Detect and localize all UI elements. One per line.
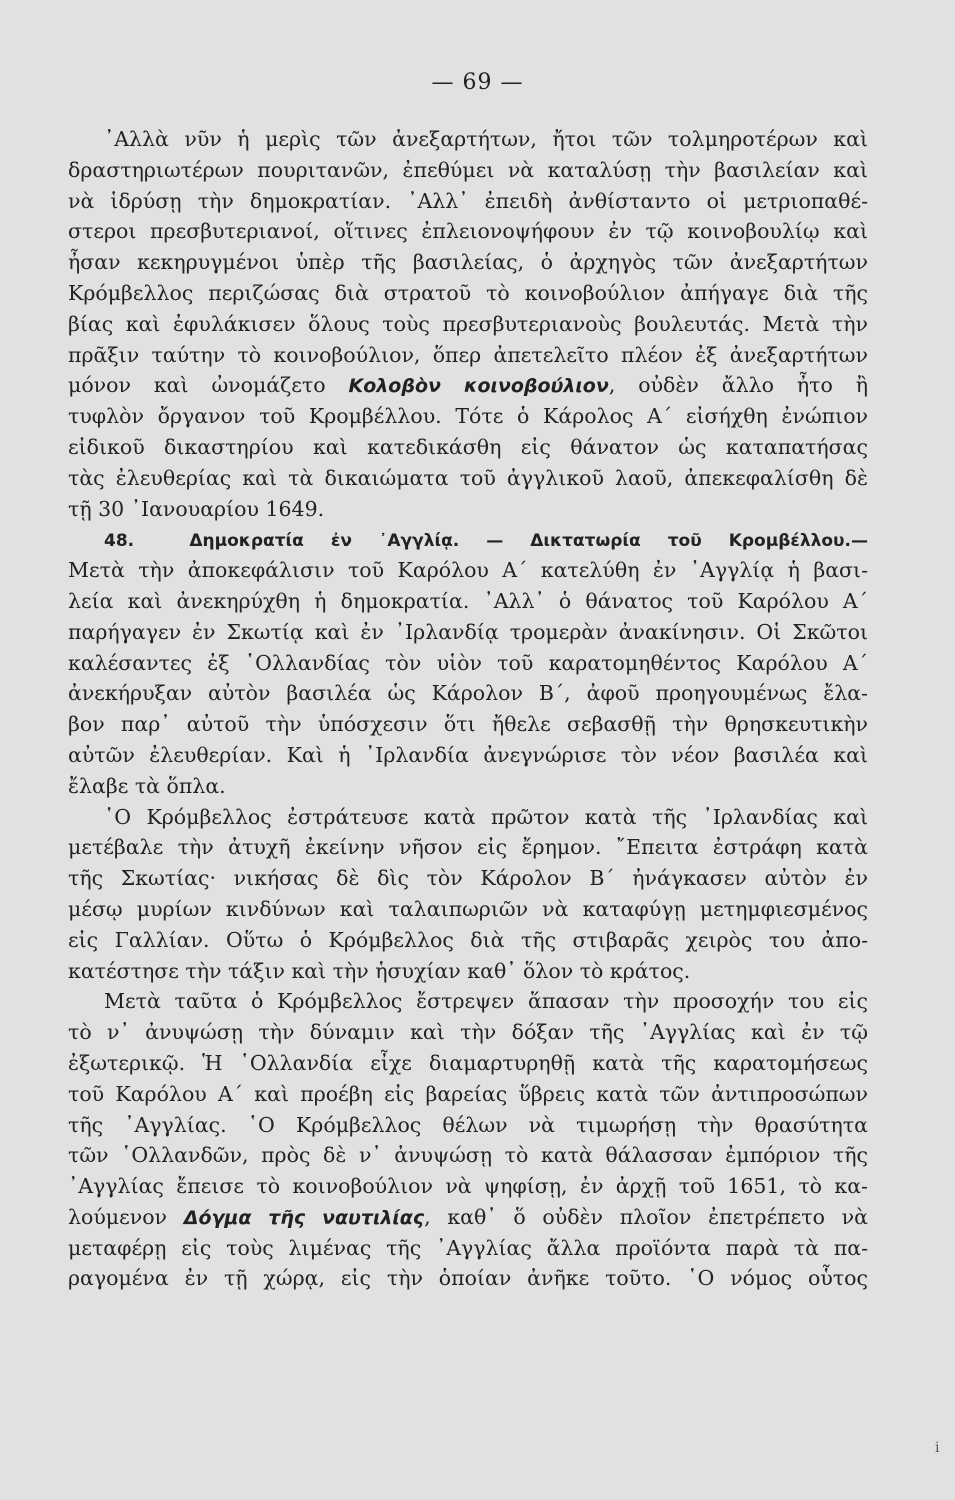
text-line: βίας καὶ ἐφυλάκισεν ὅλους τοὺς πρεσβυτεριανοὺς βουλευτάς. Μετὰ τὴν bbox=[68, 311, 868, 336]
emphasized-term: Δόγμα τῆς ναυτιλίας bbox=[183, 1206, 425, 1229]
margin-mark: i bbox=[935, 1440, 940, 1456]
text-line: ἔλαβε τὰ ὅπλα. bbox=[68, 773, 226, 798]
text-line: Μετὰ ταῦτα ὁ Κρόμβελλος ἔστρεψεν ἅπασαν τὴν προσοχήν του εἰς bbox=[104, 989, 868, 1014]
text-segment: λούμενον bbox=[68, 1204, 168, 1229]
body-text bbox=[68, 124, 868, 1294]
text-line: δραστηριωτέρων πουριτανῶν, ἐπεθύμει νὰ καταλύσῃ τὴν βασιλείαν καὶ bbox=[68, 157, 868, 182]
section-title: Δημοκρατία ἐν ᾿Αγγλίᾳ. — Δικτατωρία τοῦ Κρομβέλλου.— bbox=[189, 531, 868, 552]
text-line: ἐξωτερικῷ. Ἡ ῾Ολλανδία εἶχε διαμαρτυρηθῇ κατὰ τῆς καρατομήσεως bbox=[68, 1050, 868, 1075]
text-line: νὰ ἱδρύσῃ τὴν δημοκρατίαν. ᾿Αλλ᾿ ἐπειδὴ ἀνθίσταντο οἱ μετριοπαθέ- bbox=[68, 188, 868, 213]
text-line: ἦσαν κεκηρυγμένοι ὑπὲρ τῆς βασιλείας, ὁ ἀρχηγὸς τῶν ἀνεξαρτήτων bbox=[68, 250, 868, 275]
text-line: τὰς ἐλευθερίας καὶ τὰ δικαιώματα τοῦ ἀγγλικοῦ λαοῦ, ἀπεκεφαλίσθη δὲ bbox=[68, 465, 868, 490]
section-number: 48. bbox=[104, 531, 135, 552]
text-line: εἰς Γαλλίαν. Οὕτω ὁ Κρόμβελλος διὰ τῆς στιβαρᾶς χειρὸς του ἀπο- bbox=[68, 927, 868, 952]
text-line: Μετὰ τὴν ἀποκεφάλισιν τοῦ Καρόλου Α΄ κατελύθη ἐν ᾿Αγγλίᾳ ἡ βασι- bbox=[68, 558, 868, 583]
text-line: κατέστησε τὴν τάξιν καὶ τὴν ἡσυχίαν καθ᾿ ὅλον τὸ κράτος. bbox=[68, 958, 691, 983]
text-line: μετέβαλε τὴν ἀτυχῆ ἐκείνην νῆσον εἰς ἔρημον. ῎Επειτα ἐστράφη κατὰ bbox=[68, 835, 868, 860]
text-line: στεροι πρεσβυτεριανοί, οἵτινες ἐπλειονοψήφουν ἐν τῷ κοινοβουλίῳ καὶ bbox=[68, 219, 868, 244]
section-heading bbox=[68, 524, 868, 555]
text-line bbox=[68, 370, 868, 401]
text-line: τυφλὸν ὄργανον τοῦ Κρομβέλλου. Τότε ὁ Κάρολος Α΄ εἰσήχθη ἐνώπιον bbox=[68, 404, 868, 429]
text-line: τῆς ᾿Αγγλίας. ῾Ο Κρόμβελλος θέλων νὰ τιμωρήσῃ τὴν θρασύτητα bbox=[68, 1112, 868, 1137]
text-line: τῆς Σκωτίας· νικήσας δὲ δὶς τὸν Κάρολον Β΄ ἠνάγκασεν αὐτὸν ἐν bbox=[68, 866, 868, 891]
text-line: ῾Ο Κρόμβελλος ἐστράτευσε κατὰ πρῶτον κατὰ τῆς ᾿Ιρλανδίας καὶ bbox=[104, 804, 868, 829]
text-line: ἀνεκήρυξαν αὐτὸν βασιλέα ὡς Κάρολον Β΄, ἀφοῦ προηγουμένως ἔλα- bbox=[68, 681, 868, 706]
text-line bbox=[68, 1202, 868, 1233]
text-line: πρᾶξιν ταύτην τὸ κοινοβούλιον, ὅπερ ἀπετελεῖτο πλέον ἐξ ἀνεξαρτήτων bbox=[68, 342, 868, 367]
text-line: τοῦ Καρόλου Α΄ καὶ προέβη εἰς βαρείας ὕβρεις κατὰ τῶν ἀντιπροσώπων bbox=[68, 1081, 868, 1106]
text-line: λεία καὶ ἀνεκηρύχθη ἡ δημοκρατία. ᾿Αλλ᾿ ὁ θάνατος τοῦ Καρόλου Α΄ bbox=[68, 588, 868, 613]
text-line: εἰδικοῦ δικαστηρίου καὶ κατεδικάσθη εἰς θάνατον ὡς καταπατήσας bbox=[68, 434, 868, 459]
emphasized-term: Κολοβὸν κοινοβούλιον bbox=[348, 375, 609, 398]
text-line: μέσῳ μυρίων κινδύνων καὶ ταλαιπωριῶν νὰ καταφύγῃ μετημφιεσμένος bbox=[68, 896, 868, 921]
text-segment: , οὐδὲν ἄλλο ἦτο ἢ bbox=[608, 373, 868, 398]
text-line: παρήγαγεν ἐν Σκωτίᾳ καὶ ἐν ᾿Ιρλανδίᾳ τρομερὰν ἀνακίνησιν. Οἱ Σκῶτοι bbox=[68, 619, 868, 644]
text-line: ᾿Αγγλίας ἔπεισε τὸ κοινοβούλιον νὰ ψηφίσῃ, ἐν ἀρχῇ τοῦ 1651, τὸ κα- bbox=[68, 1174, 868, 1199]
text-line: αὐτῶν ἐλευθερίαν. Καὶ ἡ ᾿Ιρλανδία ἀνεγνώρισε τὸν νέον βασιλέα καὶ bbox=[68, 742, 868, 767]
text-line: τὸ ν᾿ ἀνυψώσῃ τὴν δύναμιν καὶ τὴν δόξαν τῆς ᾿Αγγλίας καὶ ἐν τῷ bbox=[68, 1020, 868, 1045]
page-number: — 69 — bbox=[431, 70, 524, 95]
text-segment: , καθ᾿ ὅ οὐδὲν πλοῖον ἐπετρέπετο νὰ bbox=[424, 1204, 868, 1229]
text-line: βον παρ᾿ αὐτοῦ τὴν ὑπόσχεσιν ὅτι ἤθελε σεβασθῇ τὴν θρησκευτικὴν bbox=[68, 712, 868, 737]
text-line: καλέσαντες ἐξ ῾Ολλανδίας τὸν υἱὸν τοῦ καρατομηθέντος Καρόλου Α΄ bbox=[68, 650, 868, 675]
text-line: μεταφέρῃ εἰς τοὺς λιμένας τῆς ᾿Αγγλίας ἄλλα προϊόντα παρὰ τὰ πα- bbox=[68, 1235, 868, 1260]
text-line: ραγομένα ἐν τῇ χώρᾳ, εἰς τὴν ὁποίαν ἀνῆκε τοῦτο. ῾Ο νόμος οὗτος bbox=[68, 1266, 868, 1291]
text-line: τῇ 30 ᾿Ιανουαρίου 1649. bbox=[68, 496, 325, 521]
text-line: Κρόμβελλος περιζώσας διὰ στρατοῦ τὸ κοινοβούλιον ἀπήγαγε διὰ τῆς bbox=[68, 280, 868, 305]
text-segment: μόνον καὶ ὠνομάζετο bbox=[68, 373, 326, 398]
text-line: ᾿Αλλὰ νῦν ἡ μερὶς τῶν ἀνεξαρτήτων, ἤτοι τῶν τολμηροτέρων καὶ bbox=[104, 127, 868, 151]
text-line: τῶν ῾Ολλανδῶν, πρὸς δὲ ν᾿ ἀνυψώσῃ τὸ κατὰ θάλασσαν ἐμπόριον τῆς bbox=[68, 1143, 868, 1168]
